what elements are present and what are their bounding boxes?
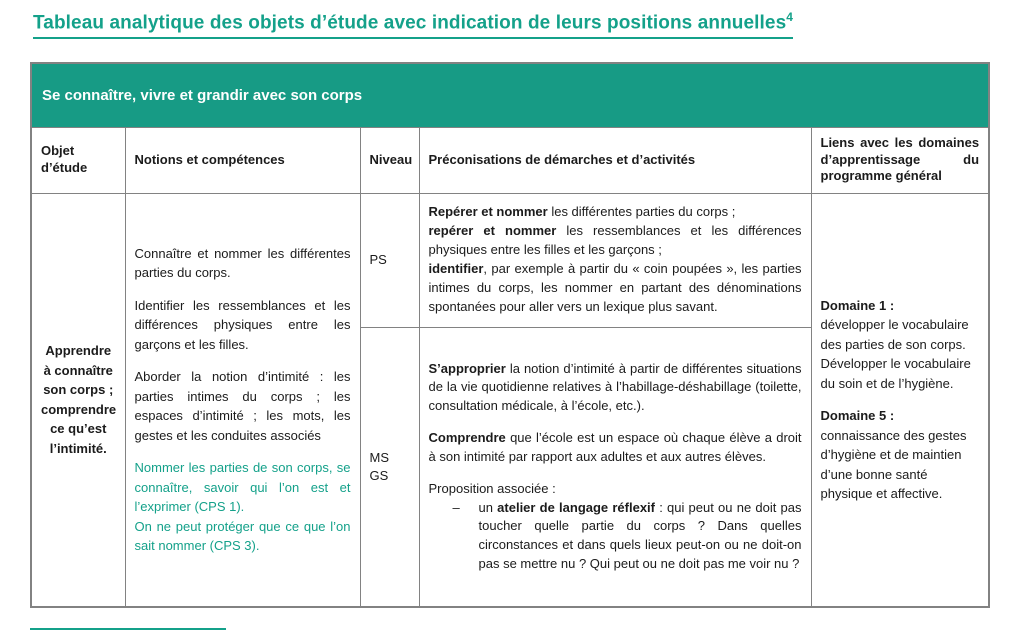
text-run: connaissance des gestes d’hygiène et de maintien d’une bonne santé physique et affective. <box>820 427 967 502</box>
paragraph <box>429 203 802 222</box>
paragraph <box>429 429 802 467</box>
footnote-separator <box>30 628 226 630</box>
text-run: Connaître et nommer les différentes parties du corps. <box>134 245 351 281</box>
text-run: Nommer les parties de son corps, se connaître, savoir qui l’on est et l’exprimer (CPS 1). <box>134 460 351 515</box>
paragraph <box>429 499 802 574</box>
table-header-row <box>31 127 989 193</box>
paragraph <box>135 458 351 517</box>
col-header-notions-competences: Notions et compétences <box>125 127 360 193</box>
paragraph <box>370 251 410 269</box>
paragraph <box>821 426 980 504</box>
text-run: Aborder la notion d’intimité : les parties intimes du corps ; les espaces d’intimité ; les mots, les gestes et les conduites associés <box>134 369 351 443</box>
paragraph <box>429 360 802 417</box>
cell-niveau-msgs <box>360 327 419 607</box>
text-run: la notion d’intimité à partir de différentes situations de la vie quotidienne relatives à l’habillage-déshabillage (toilette, consultation médicale, à l’école, etc.). <box>428 360 802 414</box>
table-banner-row <box>31 63 989 127</box>
cell-niveau-ps <box>360 193 419 327</box>
text-run: atelier de langage réflexif <box>497 499 655 515</box>
paragraph <box>370 449 410 467</box>
text-run: Comprendre <box>428 430 506 446</box>
col-header-preconisations: Préconisations de démarches et d’activités <box>419 127 811 193</box>
paragraph <box>135 244 351 283</box>
table-row-ps <box>31 193 989 327</box>
text-run: les différentes parties du corps ; <box>547 204 736 220</box>
text-run: Identifier les ressemblances et les différences physiques entre les garçons et les filles. <box>134 297 351 352</box>
text-run: Repérer et nommer <box>428 204 548 220</box>
page-title-label: Tableau analytique des objets d’étude avec indication de leurs positions annuelles <box>33 12 787 34</box>
text-run: les ressemblances et les différences physiques entre les filles et les garçons ; <box>428 223 802 258</box>
paragraph <box>821 315 980 393</box>
col-header-liens-domaines: Liens avec les domaines d’apprentissage du programme général <box>811 127 989 193</box>
paragraph <box>429 222 802 260</box>
paragraph <box>429 260 802 317</box>
paragraph <box>821 296 980 316</box>
paragraph <box>135 517 351 556</box>
paragraph <box>370 467 410 485</box>
page-title-text <box>33 10 793 39</box>
col-header-niveau: Niveau <box>360 127 419 193</box>
paragraph <box>135 367 351 445</box>
text-run: , par exemple à partir du « coin poupées », les parties intimes du corps, les nommer en partant des dénominations spontanées pour aller vers un lexique plus savant. <box>428 261 802 314</box>
text-run: Domaine 5 : <box>820 408 895 424</box>
cell-preconisations-ps <box>419 193 811 327</box>
cell-objet-etude: Apprendre à connaître son corps ; comprendre ce qu’est l’intimité. <box>31 193 125 607</box>
text-run: développer le vocabulaire des parties de son corps. Développer le vocabulaire du soin et de l’hygiène. <box>820 317 971 391</box>
text-run: S’approprier <box>428 360 506 376</box>
text-run: que l’école est un espace où chaque élève a droit à son intimité par rapport aux adultes et aux autres élèves. <box>428 430 802 464</box>
table-banner: Se connaître, vivre et grandir avec son corps <box>31 63 989 127</box>
bullet-dash: – <box>452 499 460 515</box>
footnote-marker: 4 <box>786 10 794 24</box>
cell-notions-competences <box>125 193 360 607</box>
paragraph <box>821 406 980 426</box>
text-run: : qui peut ou ne doit pas toucher quelle partie du corps ? Dans quelles circonstances et dans quels lieux peut-on ou ne doit-on pas se mettre nu ? Qui peut ou ne doit pas me voir nu ? <box>478 499 802 572</box>
page-title <box>33 10 793 39</box>
text-run: PS <box>369 251 387 267</box>
text-run: GS <box>369 467 389 483</box>
paragraph <box>135 296 351 355</box>
bullet-text <box>479 499 802 574</box>
text-run: Proposition associée : <box>428 480 556 496</box>
paragraph <box>429 480 802 499</box>
text-run: Domaine 1 : <box>820 297 895 313</box>
col-header-objet-etude: Objet d’étude <box>31 127 125 193</box>
text-run: repérer et nommer <box>428 223 557 239</box>
cell-preconisations-msgs <box>419 327 811 607</box>
text-run: On ne peut protéger que ce que l’on sait nommer (CPS 3). <box>134 518 351 554</box>
cell-liens-domaines <box>811 193 989 607</box>
text-run: MS <box>369 449 389 465</box>
text-run: un <box>478 499 498 515</box>
analytic-table <box>30 62 990 608</box>
text-run: identifier <box>428 261 484 276</box>
